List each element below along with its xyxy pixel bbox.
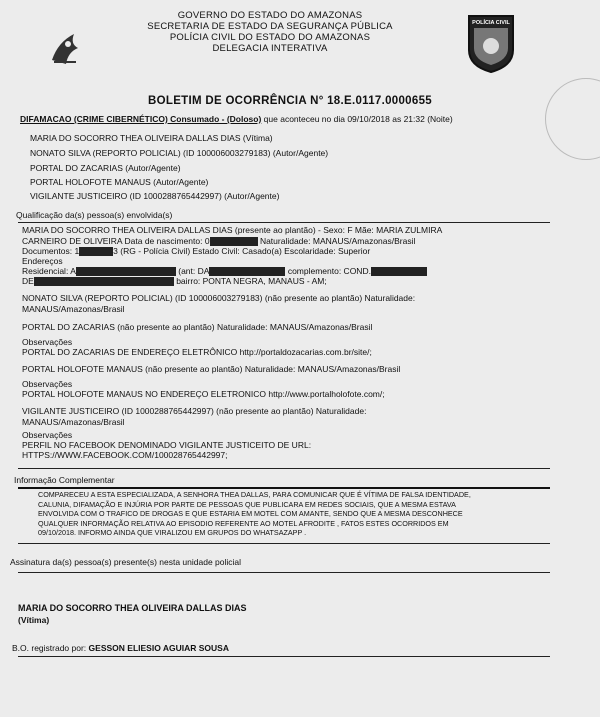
qual-p1-l2a: CARNEIRO DE OLIVEIRA Data de nascimento: 0 <box>22 236 210 246</box>
divider <box>18 487 550 489</box>
party-5: VIGILANTE JUSTICEIRO (ID 1000288765442997) (Autor/Agente) <box>30 191 280 201</box>
registered-by <box>12 643 229 654</box>
qual-p1-l3b: 3 (RG - Polícia Civil) Estado Civil: Casado(a) Escolaridade: Superior <box>113 246 371 256</box>
info-line-5: 09/10/2018. INFORMO AINDA QUE VIRALIZOU EM GRUPOS DO WHATSAZAPP . <box>38 528 307 537</box>
header-line-4: DELEGACIA INTERATIVA <box>212 43 328 54</box>
stamp-mark <box>545 78 600 160</box>
offense-line <box>20 114 453 125</box>
qual-p1-l6b: bairro: PONTA NEGRA, MANAUS - AM; <box>176 276 327 286</box>
redaction <box>371 267 427 276</box>
state-crest-icon <box>48 30 82 70</box>
qual-p5-line-4: HTTPS://WWW.FACEBOOK.COM/100028765442997; <box>22 450 228 460</box>
qual-p1-l3a: Documentos: 1 <box>22 246 80 256</box>
redaction <box>209 267 285 276</box>
divider <box>18 572 550 573</box>
info-label: Informação Complementar <box>14 475 115 485</box>
info-line-1: COMPARECEU A ESTA ESPECIALIZADA, A SENHORA THEA DALLAS, PARA COMUNICAR QUE É VÍTIMA DE FALSA IDENTIDADE, <box>38 490 471 499</box>
qualification-label: Qualificação da(s) pessoa(s) envolvida(s) <box>16 210 173 220</box>
party-1: MARIA DO SOCORRO THEA OLIVEIRA DALLAS DIAS (Vítima) <box>30 133 273 143</box>
redaction <box>76 267 176 276</box>
divider <box>18 222 550 223</box>
info-line-4: QUALQUER INFORMAÇÃO RELATIVA AO EPISODIO REFERENTE AO MOTEL AFRODITE , FATOS ESTES OCORRIDOS EM <box>38 518 449 528</box>
divider <box>18 656 550 657</box>
redaction <box>34 277 174 286</box>
offense-name: DIFAMACAO (CRIME CIBERNÉTICO) Consumado - (Doloso) <box>20 114 262 124</box>
qual-p5-obs-label: Observações <box>22 430 73 440</box>
info-text <box>38 490 471 538</box>
qual-p1-l2b: Naturalidade: MANAUS/Amazonas/Brasil <box>259 236 416 246</box>
qual-p1-line-3 <box>22 246 370 257</box>
qual-p4-line-1: PORTAL HOLOFOTE MANAUS (não presente ao plantão) Naturalidade: MANAUS/Amazonas/Brasil <box>22 364 401 374</box>
policia-civil-badge-icon <box>464 10 518 74</box>
registered-name: GESSON ELIESIO AGUIAR SOUSA <box>88 643 229 653</box>
redaction <box>79 247 113 256</box>
header-line-3: POLÍCIA CIVIL DO ESTADO DO AMAZONAS <box>169 32 371 43</box>
qual-p2-line-2: MANAUS/Amazonas/Brasil <box>22 304 125 314</box>
divider <box>18 468 550 469</box>
info-line-3: ENVOLVIDA COM O TRAFICO DE DROGAS E QUE ESTARIA EM MOTEL COM AMANTE, SENDO QUE A MESMA DESCONHECE <box>38 509 463 518</box>
qual-p4-obs-label: Observações <box>22 379 73 389</box>
divider <box>18 543 550 544</box>
signer-role: (Vítima) <box>18 615 50 625</box>
qual-p1-l6a: DE <box>22 276 34 286</box>
qual-p3-line-1: PORTAL DO ZACARIAS (não presente ao plantão) Naturalidade: MANAUS/Amazonas/Brasil <box>22 322 373 332</box>
qual-p1-line-6 <box>22 276 327 287</box>
registered-label: B.O. registrado por: <box>12 643 87 653</box>
header-line-1: GOVERNO DO ESTADO DO AMAZONAS <box>177 10 363 21</box>
qual-p2-line-1: NONATO SILVA (REPORTO POLICIAL) (ID 100006003279183) (não presente ao plantão) Naturalidade: <box>22 293 416 303</box>
qual-p5-line-3: PERFIL NO FACEBOOK DENOMINADO VIGILANTE JUSTICEITO DE URL: <box>22 440 312 450</box>
qual-p1-line-1: MARIA DO SOCORRO THEA OLIVEIRA DALLAS DIAS (presente ao plantão) - Sexo: F Mãe: MARIA ZULMIRA <box>22 225 443 235</box>
info-line-2: CALUNIA, DIFAMAÇÃO E INJÚRIA POR PARTE DE PESSOAS QUE PUBLICARA EM REDES SOCIAIS, QUE A MESMA ESTAVA <box>38 499 456 509</box>
party-3: PORTAL DO ZACARIAS (Autor/Agente) <box>30 163 181 173</box>
signature-label: Assinatura da(s) pessoa(s) presente(s) nesta unidade policial <box>10 557 242 567</box>
qual-p3-line-2: PORTAL DO ZACARIAS DE ENDEREÇO ELETRÔNICO http://portaldozacarias.com.br/site/; <box>22 347 372 357</box>
party-2: NONATO SILVA (REPORTO POLICIAL) (ID 100006003279183) (Autor/Agente) <box>30 148 329 158</box>
qual-p5-line-1: VIGILANTE JUSTICEIRO (ID 1000288765442997) (não presente ao plantão) Naturalidade: <box>22 406 367 416</box>
qual-p3-obs-label: Observações <box>22 337 73 347</box>
header-line-2: SECRETARIA DE ESTADO DA SEGURANÇA PÚBLICA <box>147 21 393 32</box>
qual-p1-l5b: (ant: DA <box>178 266 210 276</box>
report-title: BOLETIM DE OCORRÊNCIA N° 18.E.0117.0000655 <box>148 95 432 107</box>
qual-p4-line-2: PORTAL HOLOFOTE MANAUS NO ENDEREÇO ELETRONICO http://www.portalholofote.com/; <box>22 389 385 399</box>
qual-p1-l5c: complemento: COND. <box>287 266 371 276</box>
signer-name: MARIA DO SOCORRO THEA OLIVEIRA DALLAS DIAS <box>18 603 247 613</box>
party-4: PORTAL HOLOFOTE MANAUS (Autor/Agente) <box>30 177 209 187</box>
document-header <box>120 10 420 54</box>
redaction <box>210 237 258 246</box>
badge-text: POLÍCIA CIVIL <box>472 20 510 26</box>
qual-p5-line-2: MANAUS/Amazonas/Brasil <box>22 417 125 427</box>
offense-date: que aconteceu no dia 09/10/2018 as 21:32 (Noite) <box>263 114 453 124</box>
qual-p1-line-4: Endereços <box>22 256 63 266</box>
qual-p1-l5a: Residencial: A <box>22 266 76 276</box>
